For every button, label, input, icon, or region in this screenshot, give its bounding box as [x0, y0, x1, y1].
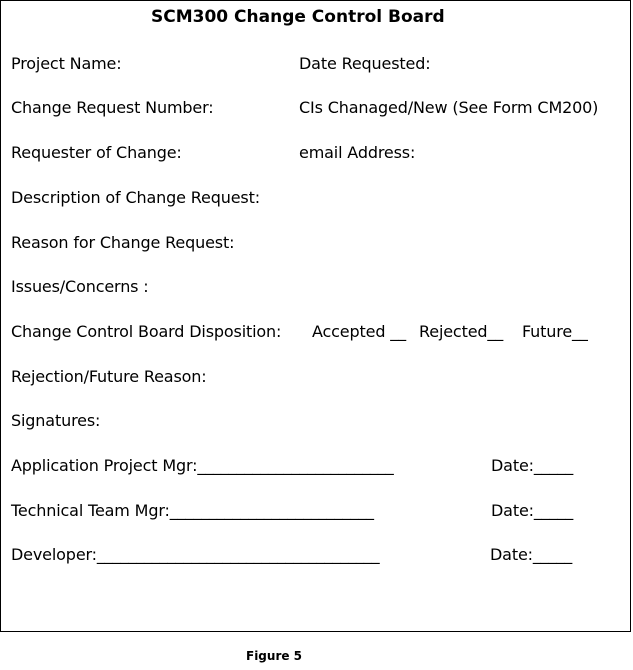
project-name-label: Project Name:: [11, 54, 122, 73]
requester-label: Requester of Change:: [11, 143, 182, 162]
email-address-label: email Address:: [299, 143, 416, 162]
date-requested-label: Date Requested:: [299, 54, 431, 73]
app-project-mgr-signature: Application Project Mgr:_________________________: [11, 456, 394, 475]
disposition-label: Change Control Board Disposition:: [11, 322, 282, 341]
developer-signature: Developer:____________________________________: [11, 545, 380, 564]
rejection-reason-label: Rejection/Future Reason:: [11, 367, 207, 386]
app-project-mgr-date: Date:_____: [491, 456, 574, 475]
description-label: Description of Change Request:: [11, 188, 260, 207]
figure-caption: Figure 5: [246, 649, 303, 663]
accepted-option: Accepted __: [312, 322, 406, 341]
form-title: SCM300 Change Control Board: [151, 7, 445, 27]
change-request-number-label: Change Request Number:: [11, 98, 214, 117]
developer-date: Date:_____: [490, 545, 573, 564]
tech-team-mgr-date: Date:_____: [491, 501, 574, 520]
issues-label: Issues/Concerns :: [11, 277, 149, 296]
cis-changed-label: CIs Chanaged/New (See Form CM200): [299, 98, 599, 117]
tech-team-mgr-signature: Technical Team Mgr:__________________________: [11, 501, 374, 520]
signatures-label: Signatures:: [11, 411, 101, 430]
rejected-option: Rejected__: [419, 322, 504, 341]
reason-label: Reason for Change Request:: [11, 233, 235, 252]
future-option: Future__: [522, 322, 588, 341]
